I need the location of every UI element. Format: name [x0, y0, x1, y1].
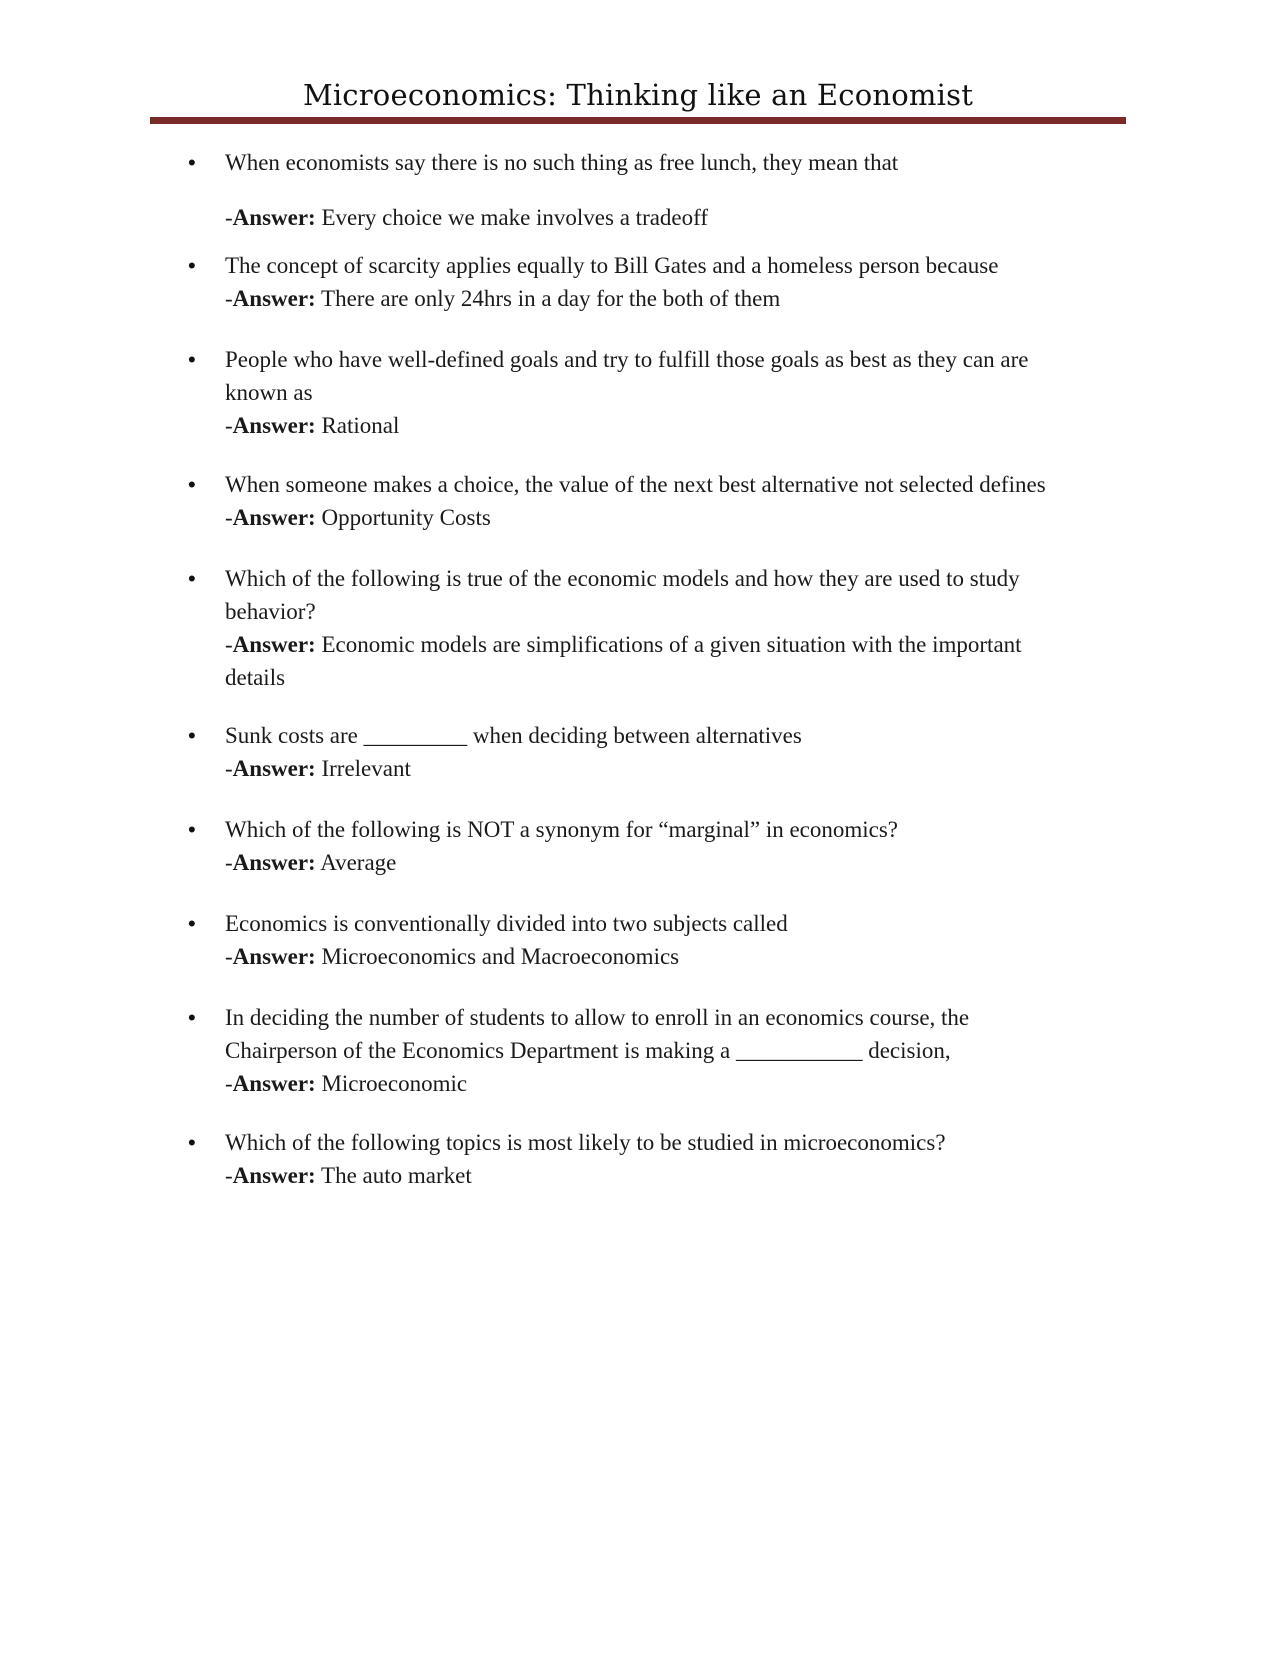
answer-prefix: - — [225, 505, 233, 530]
question-text-continued: behavior? — [225, 599, 316, 624]
question-text: Which of the following topics is most likely to be studied in microeconomics? — [225, 1130, 946, 1155]
item-text — [225, 468, 1130, 534]
bullet-icon: • — [188, 911, 196, 936]
item-text — [225, 146, 1130, 234]
item-text — [225, 1126, 1130, 1192]
page-title: Microeconomics: Thinking like an Economist — [302, 78, 974, 112]
bullet-icon: • — [188, 1005, 196, 1030]
item-text — [225, 343, 1130, 442]
question-text: When someone makes a choice, the value of the next best alternative not selected defines — [225, 472, 1046, 497]
bullet-icon: • — [188, 472, 196, 497]
answer-text-continued: details — [225, 665, 286, 690]
answer-prefix: - — [225, 1163, 233, 1188]
answer-label: Answer: — [232, 632, 316, 657]
question-text: People who have well-defined goals and try to fulfill those goals as best as they can are — [225, 347, 1029, 372]
bullet-icon: • — [188, 347, 196, 372]
bullet-icon: • — [188, 253, 196, 278]
answer-text: The auto market — [315, 1163, 472, 1188]
answer-text: There are only 24hrs in a day for the both of them — [315, 286, 781, 311]
item-text — [225, 813, 1130, 879]
answer-label: Answer: — [232, 944, 316, 969]
answer-text: Opportunity Costs — [315, 505, 491, 530]
item-text — [225, 907, 1130, 973]
answer-line — [225, 282, 1130, 315]
answer-text: Microeconomics and Macroeconomics — [315, 944, 680, 969]
answer-line — [225, 501, 1130, 534]
answer-label: Answer: — [232, 1071, 316, 1096]
answer-text: Economic models are simplifications of a given situation with the important — [315, 632, 1022, 657]
question-text: Economics is conventionally divided into two subjects called — [225, 911, 788, 936]
answer-line — [225, 1067, 1130, 1100]
bullet-icon: • — [188, 150, 196, 175]
answer-prefix: - — [225, 286, 233, 311]
answer-line — [225, 201, 1130, 234]
answer-prefix: - — [225, 632, 233, 657]
answer-label: Answer: — [232, 205, 316, 230]
answer-prefix: - — [225, 205, 233, 230]
question-text: The concept of scarcity applies equally to Bill Gates and a homeless person because — [225, 253, 999, 278]
answer-label: Answer: — [232, 756, 316, 781]
bullet-icon: • — [188, 566, 196, 591]
item-text — [225, 1001, 1130, 1100]
answer-line — [225, 752, 1130, 785]
item-text — [225, 249, 1130, 315]
answer-prefix: - — [225, 1071, 233, 1096]
bullet-icon: • — [188, 1130, 196, 1155]
answer-text: Rational — [315, 413, 400, 438]
answer-line — [225, 846, 1130, 879]
answer-label: Answer: — [232, 850, 316, 875]
answer-text: Microeconomic — [315, 1071, 468, 1096]
answer-line — [225, 940, 1130, 973]
answer-prefix: - — [225, 413, 233, 438]
question-text-continued: known as — [225, 380, 313, 405]
answer-label: Answer: — [232, 286, 316, 311]
item-text — [225, 719, 1130, 785]
answer-line — [225, 409, 1130, 442]
answer-label: Answer: — [232, 1163, 316, 1188]
answer-label: Answer: — [232, 413, 316, 438]
question-text-continued: Chairperson of the Economics Department is making a ___________ decision, — [225, 1038, 951, 1063]
answer-text: Every choice we make involves a tradeoff — [315, 205, 709, 230]
answer-text: Average — [315, 850, 397, 875]
question-text: In deciding the number of students to allow to enroll in an economics course, the — [225, 1005, 970, 1030]
question-text: Which of the following is NOT a synonym for “marginal” in economics? — [225, 817, 899, 842]
answer-prefix: - — [225, 944, 233, 969]
answer-prefix: - — [225, 850, 233, 875]
answer-line — [225, 1159, 1130, 1192]
answer-line — [225, 628, 1130, 661]
answer-prefix: - — [225, 756, 233, 781]
bullet-icon: • — [188, 723, 196, 748]
answer-label: Answer: — [232, 505, 316, 530]
question-text: When economists say there is no such thing as free lunch, they mean that — [225, 150, 899, 175]
question-text: Which of the following is true of the economic models and how they are used to study — [225, 566, 1020, 591]
answer-text: Irrelevant — [315, 756, 411, 781]
question-text: Sunk costs are _________ when deciding between alternatives — [225, 723, 802, 748]
item-text — [225, 562, 1130, 694]
bullet-icon: • — [188, 817, 196, 842]
